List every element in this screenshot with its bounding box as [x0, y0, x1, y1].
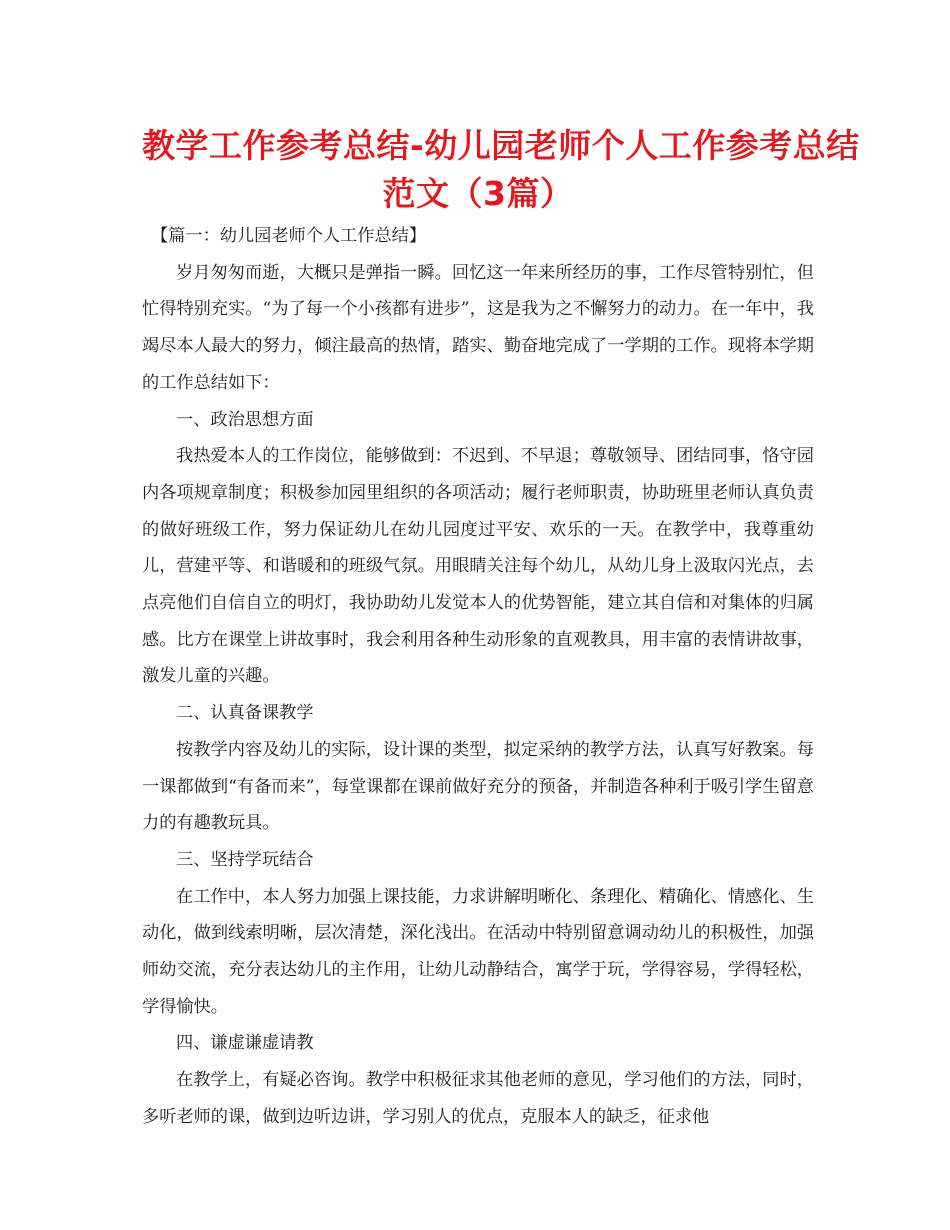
heading-lesson-prep: 二、认真备课教学 [176, 703, 314, 724]
title-line-1: 教学工作参考总结-幼儿园老师个人工作参考总结 [142, 126, 860, 165]
title-line-2: 范文（3篇） [382, 174, 574, 213]
paragraph-humble-learning: 在教学上，有疑必咨询。教学中积极征求其他老师的意见，学习他们的方法，同时，多听老师的课，做到边听边讲，学习别人的优点，克服本人的缺乏，征求他 [142, 1070, 814, 1127]
document-title [142, 122, 860, 218]
document-body [142, 218, 814, 1136]
heading-humble-learning: 四、谦虚谦虚请教 [176, 1033, 314, 1054]
document-page [142, 122, 860, 1136]
intro-paragraph: 岁月匆匆而逝，大概只是弹指一瞬。回忆这一年来所经历的事，工作尽管特别忙，但忙得特别充实。“为了每一个小孩都有进步”，这是我为之不懈努力的动力。在一年中，我竭尽本人最大的努力，倾注最高的热情，踏实、勤奋地完成了一学期的工作。现将本学期的工作总结如下： [142, 262, 814, 393]
section-header: 【篇一：幼儿园老师个人工作总结】 [151, 226, 427, 246]
paragraph-lesson-prep: 按教学内容及幼儿的实际，设计课的类型，拟定采纳的教学方法，认真写好教案。每一课都做到“有备而来”，每堂课都在课前做好充分的预备，并制造各种利于吸引学生留意力的有趣教玩具。 [142, 739, 814, 834]
paragraph-learn-play: 在工作中，本人努力加强上课技能，力求讲解明晰化、条理化、精确化、情感化、生动化，做到线索明晰，层次清楚，深化浅出。在活动中特别留意调动幼儿的积极性，加强师幼交流，充分表达幼儿的主作用，让幼儿动静结合，寓学于玩，学得容易，学得轻松，学得愉快。 [142, 886, 814, 1017]
heading-politics: 一、政治思想方面 [176, 409, 314, 430]
paragraph-politics: 我热爱本人的工作岗位，能够做到：不迟到、不早退；尊敬领导、团结同事，恪守园内各项规章制度；积极参加园里组织的各项活动；履行老师职责，协助班里老师认真负责的做好班级工作，努力保证幼儿在幼儿园度过平安、欢乐的一天。在教学中，我尊重幼儿，营建平等、和谐暖和的班级气氛。用眼睛关注每个幼儿，从幼儿身上汲取闪光点，去点亮他们自信自立的明灯，我协助幼儿发觉本人的优势智能，建立其自信和对集体的归属感。比方在课堂上讲故事时，我会利用各种生动形象的直观教具，用丰富的表情讲故事，激发儿童的兴趣。 [142, 446, 814, 687]
heading-learn-play: 三、坚持学玩结合 [176, 849, 314, 870]
